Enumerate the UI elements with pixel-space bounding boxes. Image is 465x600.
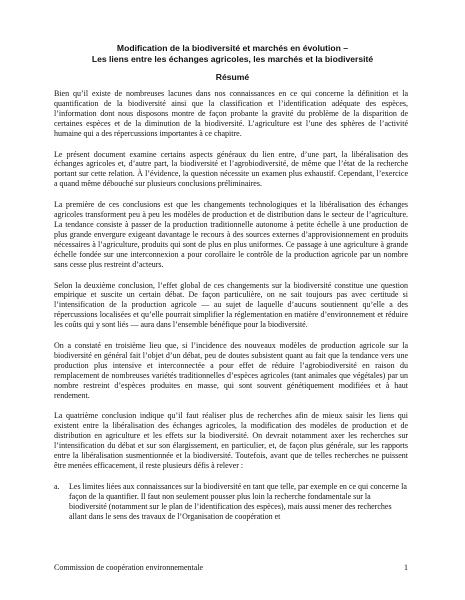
document-header — [40, 43, 425, 64]
paragraph-3: La première de ces conclusions est que les changements technologiques et la libéralisation des échanges agricoles transforment peu à peu les modèles de production et de distribution dans le secteur de l’agriculture. La tendance consiste à passer de la production traditionnelle autonome à petite échelle à une production de plus grande envergure exigeant davantage le recours à des sources externes d’approvisionnement en produits nécessaires à l’agriculture, produits qui sont de plus en plus uniformes. Ce passage à une agriculture à grande échelle fondée sur une interconnexion a pour corollaire le contrôle de la production agricole par un nombre sans cesse plus restreint d’acteurs. — [54, 200, 408, 269]
page-footer — [54, 563, 408, 572]
list-item-label: a. — [54, 481, 60, 491]
footer-organization: Commission de coopération environnementale — [54, 563, 204, 572]
paragraph-1: Bien qu’il existe de nombreuses lacunes dans nos connaissances en ce qui concerne la définition et la quantification de la biodiversité ainsi que la classification et l’identification adéquate des espèces, l’information dont nous disposons montre de façon probante la gravité du problème de la disparition de certaines espèces et de la diminution de la biodiversité. L’agriculture est l’une des sphères de l’activité humaine qui a des répercussions importantes à ce chapitre. — [54, 89, 408, 138]
paragraph-5: On a constaté en troisième lieu que, si l’incidence des nouveaux modèles de production agricole sur la biodiversité en général fait l’objet d’un débat, peu de doutes subsistent quant au fait que la tendance vers une production plus intensive et interconnectée a pour effet de réduire l’agrobiodiversité en raison du remplacement de nombreuses variétés traditionnelles d’espèces agricoles (tant animales que végétales) par un nombre restreint d’espèces produites en masse, qui sont souvent génétiquement modifiées et à haut rendement. — [54, 341, 408, 400]
page-number: 1 — [404, 563, 408, 572]
paragraph-4: Selon la deuxième conclusion, l’effet global de ces changements sur la biodiversité constitue une question empirique et suscite un certain débat. De façon particulière, on ne sait toujours pas avec certitude si l’intensification de la production agricole — au sujet de laquelle d’aucuns soutiennent qu’elle a des répercussions localisées et qu’elle pourrait simplifier la réglementation en matière d’environnement et réduire les coûts qui y sont liés — aura dans l’ensemble bénéfique pour la biodiversité. — [54, 280, 408, 330]
paragraph-6: La quatrième conclusion indique qu’il faut réaliser plus de recherches afin de mieux saisir les liens qui existent entre la libéralisation des échanges agricoles, la modification des modèles de production et de distribution en agriculture et les effets sur la biodiversité. On devrait notamment axer les recherches sur l’intensification du débat et sur son élargissement, en particulier, et, de façon plus générale, sur les rapports entre la libéralisation susmentionnée et la biodiversité. Toutefois, avant que de telles recherches ne puissent être menées efficacement, il reste plusieurs défis à relever : — [54, 411, 408, 470]
list-item — [54, 482, 408, 522]
resume-heading: Résumé — [215, 72, 250, 82]
title-line-1: Modification de la biodiversité et marchés en évolution – — [116, 43, 349, 53]
document-body — [54, 89, 408, 522]
paragraph-2: Le présent document examine certains aspects généraux du lien entre, d’une part, la libéralisation des échanges agricoles et, d’autre part, la biodiversité et l’agrobiodiversité, de même que l’état de la recherche portant sur cette relation. À l’évidence, la question nécessite un examen plus exhaustif. Cependant, l’exercice a quand même débouché sur plusieurs conclusions préliminaires. — [54, 149, 408, 189]
title-line-2: Les liens entre les échanges agricoles, les marchés et la biodiversité — [91, 53, 374, 64]
list-item-text: Les limites liées aux connaissances sur la biodiversité en tant que telle, par exemple en ce qui concerne la façon de la quantifier. Il faut non seulement pousser plus loin la recherche fondamentale sur la biodiversité (notamment sur le plan de l’identification des espèces), mais aussi mener des recherches allant dans le sens des travaux de l’Organisation de coopération et — [69, 481, 407, 521]
